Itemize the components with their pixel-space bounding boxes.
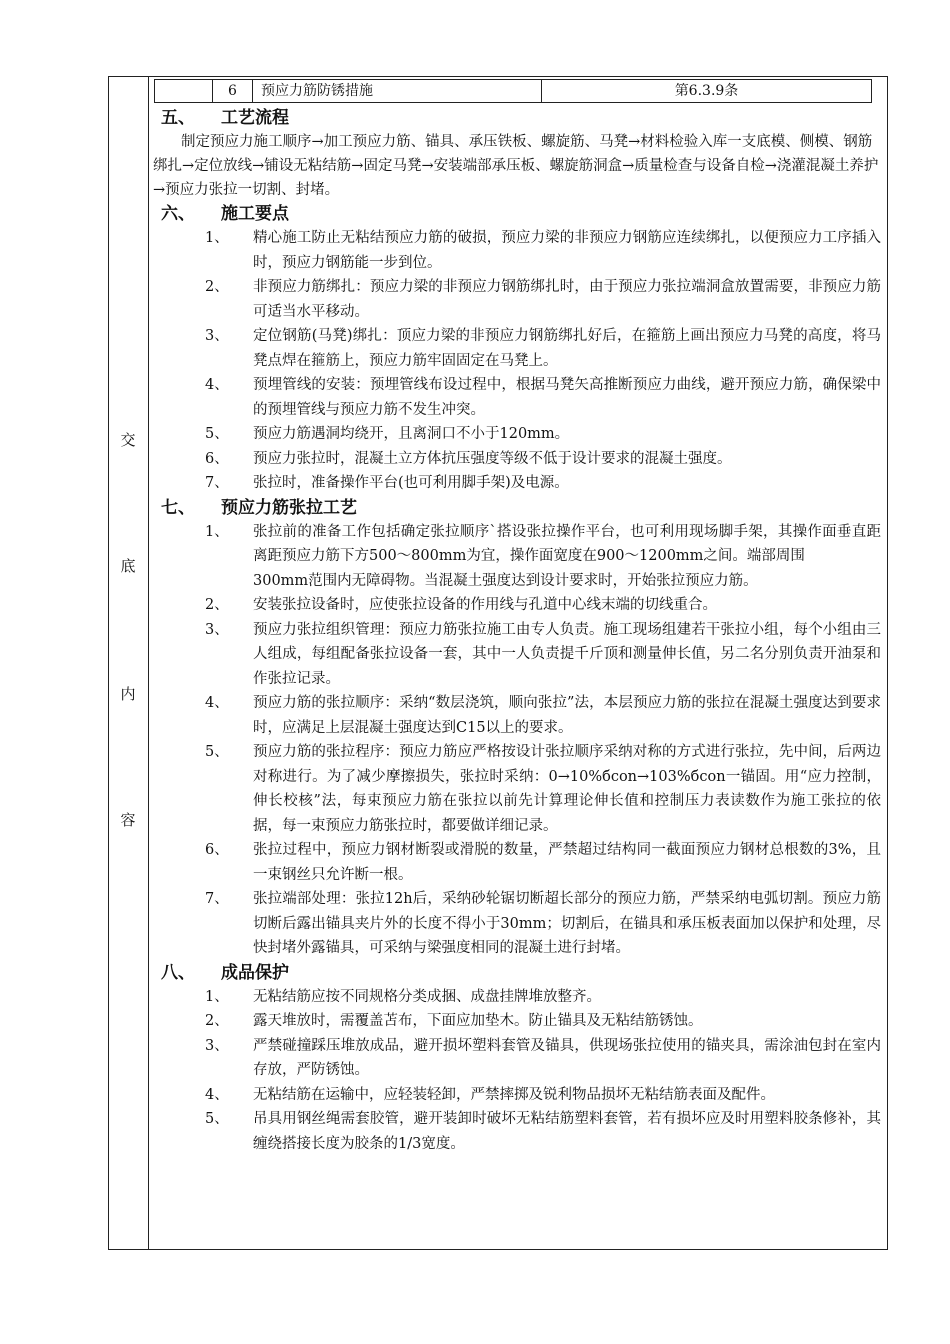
left-label-char: 容 [120, 811, 136, 829]
item-text: 定位钢筋(马凳)绑扎：顶应力梁的非预应力钢筋绑扎好后，在箍筋上画出预应力马凳的高度，将马凳点焊在箍筋上，预应力筋牢固固定在马凳上。 [253, 328, 881, 369]
item-text: 张拉前的准备工作包括确定张拉顺序`搭设张拉操作平台，也可利用现场脚手架，其操作面垂直距离距预应力筋下方500～800mm为宜，操作面宽度在900～1200mm之间。端部周围 [253, 523, 881, 564]
item-text: 张拉时，准备操作平台(也可利用脚手架)及电源。 [253, 475, 569, 491]
left-label-char: 内 [120, 685, 136, 703]
list-item [153, 447, 881, 472]
list-item [153, 226, 881, 275]
list-item [153, 838, 881, 887]
item-number: 4、 [205, 695, 229, 711]
content-area [153, 106, 881, 1156]
item-text: 张拉过程中，预应力钢材断裂或滑脱的数量，严禁超过结构同一截面预应力钢材总根数的3%，且一束钢丝只允许断一根。 [253, 842, 881, 883]
item-text: 预应力筋遇洞均绕开，且离洞口不小于120mm。 [253, 426, 570, 442]
list-item [153, 618, 881, 692]
item-text: 预应力张拉组织管理：预应力筋张拉施工由专人负责。施工现场组建若干张拉小组，每个小组由三人组成，每组配备张拉设备一套，其中一人负责提千斤顶和测量伸长值，另二名分别负责开油泵和作张拉记录。 [253, 621, 881, 687]
item-text: 无粘结筋应按不同规格分类成捆、成盘挂牌堆放整齐。 [253, 988, 601, 1005]
section-heading [153, 496, 881, 520]
ref-row-clause: 第6.3.9条 [674, 83, 739, 99]
section-heading [153, 961, 881, 985]
item-number: 5、 [205, 426, 229, 442]
item-number: 7、 [205, 891, 229, 907]
list-item [153, 422, 881, 447]
section-title: 预应力筋张拉工艺 [221, 497, 357, 518]
item-text: 无粘结筋在运输中，应轻装轻卸，严禁摔掷及锐利物品损坏无粘结筋表面及配件。 [253, 1086, 775, 1103]
item-text: 露天堆放时，需覆盖苫布，下面应加垫木。防止锚具及无粘结筋锈蚀。 [253, 1013, 703, 1029]
item-text: 吊具用钢丝绳需套胶管，避开装卸时破坏无粘结筋塑料套管，若有损坏应及时用塑料胶条修补，其缠绕搭接长度为胶条的1/3宽度。 [253, 1111, 881, 1152]
list-item [153, 275, 881, 324]
item-number: 5、 [205, 1111, 229, 1127]
list-item [153, 373, 881, 422]
section-title: 工艺流程 [221, 108, 289, 128]
reference-row [154, 79, 872, 103]
item-number: 7、 [205, 475, 229, 491]
item-number: 3、 [205, 621, 229, 638]
item-text: 严禁碰撞踩压堆放成品，避开损坏塑料套管及锚具，供现场张拉使用的锚夹具，需涂油包封在室内存放，严防锈蚀。 [253, 1037, 881, 1078]
item-number: 6、 [205, 450, 229, 467]
list-item [153, 520, 881, 594]
item-text: 安装张拉设备时，应使张拉设备的作用线与孔道中心线末端的切线重合。 [253, 597, 717, 613]
item-number: 4、 [205, 377, 229, 393]
section-paragraph: 制定预应力施工顺序→加工预应力筋、锚具、承压铁板、螺旋筋、马凳→材料检验入库一支底模、侧模、钢筋绑扎→定位放线→铺设无粘结筋→固定马凳→安装端部承压板、螺旋筋洞盒→质量检查与设备自检→浇灌混凝土养护→预应力张拉一切割、封堵。 [153, 134, 879, 198]
list-item [153, 691, 881, 740]
item-number: 2、 [205, 1013, 229, 1029]
item-text: 预应力筋的张拉顺序：采纳“数层浇筑，顺向张拉”法，本层预应力筋的张拉在混凝土强度达到要求时，应满足上层混凝土强度达到C15以上的要求。 [253, 695, 881, 736]
section-number: 八、 [161, 962, 195, 983]
item-text: 非预应力筋绑扎：预应力梁的非预应力钢筋绑扎时，由于预应力张拉端洞盒放置需要，非预应力筋可适当水平移动。 [253, 279, 881, 320]
left-label-column [109, 77, 149, 1249]
list-item [153, 1034, 881, 1083]
section-title: 施工要点 [221, 204, 289, 224]
section-number: 七、 [161, 497, 195, 518]
item-number: 1、 [205, 523, 229, 540]
item-number: 5、 [205, 744, 229, 760]
section-heading [153, 106, 881, 130]
item-text: 预应力筋的张拉程序：预应力筋应严格按设计张拉顺序采纳对称的方式进行张拉，先中间，后两边对称进行。为了减少摩擦损失，张拉时采纳：0→10%бcon→103%бcon一锚固。用“应力控制，伸长校核”法，每束预应力筋在张拉以前先计算理论伸长值和控制压力表读数作为施工张拉的依据，每一束预应力筋张拉时，都要做详细记录。 [253, 744, 881, 834]
item-number: 3、 [205, 1037, 229, 1054]
list-item [153, 1083, 881, 1108]
ref-row-number: 6 [213, 80, 253, 102]
list-item [153, 985, 881, 1010]
item-text: 精心施工防止无粘结预应力筋的破损，预应力梁的非预应力钢筋应连续绑扎，以便预应力工序插入时，预应力钢筋能一步到位。 [253, 230, 881, 271]
list-item [153, 593, 881, 618]
list-item [153, 887, 881, 961]
ref-row-name: 预应力筋防锈措施 [253, 80, 542, 102]
item-text: 预应力张拉时，混凝土立方体抗压强度等级不低于设计要求的混凝土强度。 [253, 450, 732, 467]
section-number: 五、 [161, 108, 195, 128]
document-table [108, 76, 888, 1250]
item-text: 张拉端部处理：张拉12h后，采纳砂轮锯切断超长部分的预应力筋，严禁采纳电弧切割。预应力筋切断后露出锚具夹片外的长度不得小于30mm；切割后，在锚具和承压板表面加以保护和处理，尽快封堵外露锚具，可采纳与梁强度相同的混凝土进行封堵。 [253, 891, 881, 956]
section-number: 六、 [161, 204, 195, 224]
section-title: 成品保护 [221, 962, 289, 983]
section-heading [153, 202, 881, 226]
list-item [153, 471, 881, 496]
list-item [153, 740, 881, 838]
item-number: 1、 [205, 988, 229, 1005]
item-text: 预埋管线的安装：预埋管线布设过程中，根据马凳矢高推断预应力曲线，避开预应力筋，确保梁中的预埋管线与预应力筋不发生冲突。 [253, 377, 881, 418]
item-text-continued: 300mm范围内无障碍物。当混凝土强度达到设计要求时，开始张拉预应力筋。 [253, 572, 758, 589]
left-label-char: 交 [120, 431, 136, 449]
item-number: 4、 [205, 1086, 229, 1103]
item-number: 1、 [205, 230, 229, 246]
item-number: 2、 [205, 597, 229, 613]
list-item [153, 1009, 881, 1034]
left-label-char: 底 [120, 557, 136, 575]
item-number: 3、 [205, 328, 229, 344]
list-item [153, 1107, 881, 1156]
item-number: 6、 [205, 842, 229, 858]
list-item [153, 324, 881, 373]
item-number: 2、 [205, 279, 229, 295]
